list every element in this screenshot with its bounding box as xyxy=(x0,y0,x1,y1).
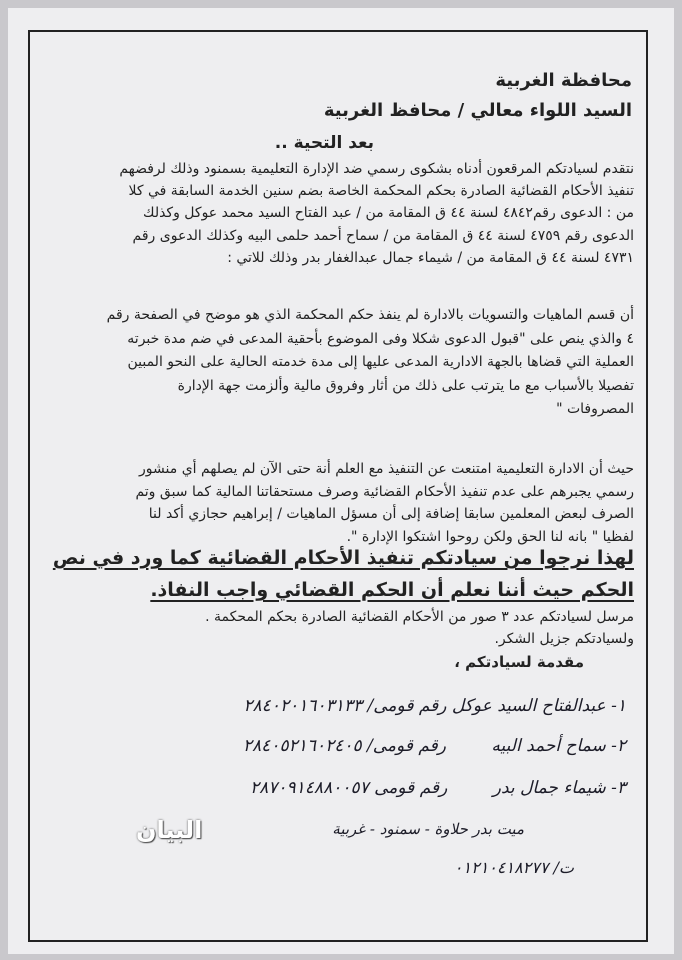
signature-3-id: رقم قومى ٢٨٧٠٩١٤٨٨٠٠٥٧ xyxy=(250,778,448,798)
text-line: تفصيلا بالأسباب مع ما يترتب على ذلك من أثار وفروق مالية وألزمت جهة الإدارة xyxy=(177,377,634,394)
text-line: العملية التي قضاها بالجهة الادارية المدعى عليها إلى مدة خدمته الحالية على النحو المبين xyxy=(127,354,634,370)
text-line: مرسل لسيادتكم عدد ٣ صور من الأحكام القضائية الصادرة بحكم المحكمة . xyxy=(205,609,634,625)
text-line: نتقدم لسيادتكم المرقعون أدناه بشكوى رسمي ضد الإدارة التعليمية بسمنود وذلك لرفضهم xyxy=(119,161,634,177)
governorate-heading: محافظة الغربية xyxy=(495,70,632,91)
text-line: حيث أن الادارة التعليمية امتنعت عن التنفيذ مع العلم أنة حتى الآن لم يصلهم أي منشور xyxy=(139,461,634,477)
text-line: رسمي يجبرهم على عدم تنفيذ الأحكام القضائية وصرف مستحقاتنا المالية كما سبق وتم xyxy=(135,483,634,500)
addressee-line: السيد اللواء معالي / محافظ الغربية xyxy=(323,100,632,121)
text-line: الصرف لبعض المعلمين سابقا إضافة إلى أن مسؤل الماهيات / إبراهيم حجازي أكد لنا xyxy=(148,506,634,523)
text-line: ولسيادتكم جزيل الشكر. xyxy=(494,631,634,647)
signature-2-id: رقم قومى/ ٢٨٤٠٥٢١٦٠٢٤٠٥ xyxy=(242,736,446,756)
text-line: الدعوى رقم ٤٧٥٩ لسنة ٤٤ ق المقامة من / سماح أحمد حلمى البيه وكذلك الدعوى رقم xyxy=(132,227,634,244)
closing-line: مقدمة لسيادتكم ، xyxy=(454,653,584,671)
text-line: أن قسم الماهيات والتسويات بالادارة لم ينفذ حكم المحكمة الذي هو موضح في الصفحة رقم xyxy=(106,307,634,323)
watermark-logo: البيان xyxy=(136,816,203,844)
text-line: ٤٧٣١ لسنة ٤٤ ق المقامة من / شيماء جمال عبدالغفار بدر وذلك للاتي : xyxy=(227,249,634,266)
request-paragraph xyxy=(38,542,634,606)
signature-3-name: ٣- شيماء جمال بدر xyxy=(492,778,626,798)
signature-2 xyxy=(243,736,626,756)
complaint-paragraph xyxy=(38,158,634,269)
greeting: بعد التحية .. xyxy=(274,133,374,153)
court-ruling-paragraph xyxy=(38,304,634,422)
signature-2-name: ٢- سماح أحمد البيه xyxy=(491,736,626,756)
signature-3 xyxy=(250,778,626,798)
refusal-paragraph xyxy=(38,458,634,548)
text-line: لفظيا " بانه لنا الحق ولكن روحوا اشتكوا الإدارة ". xyxy=(346,528,634,545)
handwritten-phone: ت/ ٠١٢١٠٤١٨٢٧٧ xyxy=(453,858,574,877)
document-sheet xyxy=(8,8,674,954)
request-line: لهذا نرجوا من سيادتكم تنفيذ الأحكام القضائية كما ورد في نص xyxy=(52,547,634,569)
handwritten-address: ميت بدر حلاوة - سمنود - غربية xyxy=(332,820,524,838)
text-line: ٤ والذي ينص على "قبول الدعوى شكلا وفى الموضوع بأحقية المدعى في ضم مدة خبرته xyxy=(127,330,634,347)
text-line: من : الدعوى رقم٤٨٤٢ لسنة ٤٤ ق المقامة من / عبد الفتاح السيد محمد عوكل وكذلك xyxy=(143,205,634,222)
attachments-paragraph xyxy=(38,606,634,650)
signature-1: ١- عبدالفتاح السيد عوكل رقم قومى/ ٢٨٤٠٢٠١٦٠٣١٣٣ xyxy=(243,696,626,716)
request-line: الحكم حيث أننا نعلم أن الحكم القضائي واجب النفاذ. xyxy=(150,579,634,601)
text-line: المصروفات " xyxy=(556,401,634,417)
text-line: تنفيذ الأحكام القضائية الصادرة بحكم المحكمة الخاصة بضم سنين الخدمة السابقة في كلا xyxy=(128,183,634,200)
